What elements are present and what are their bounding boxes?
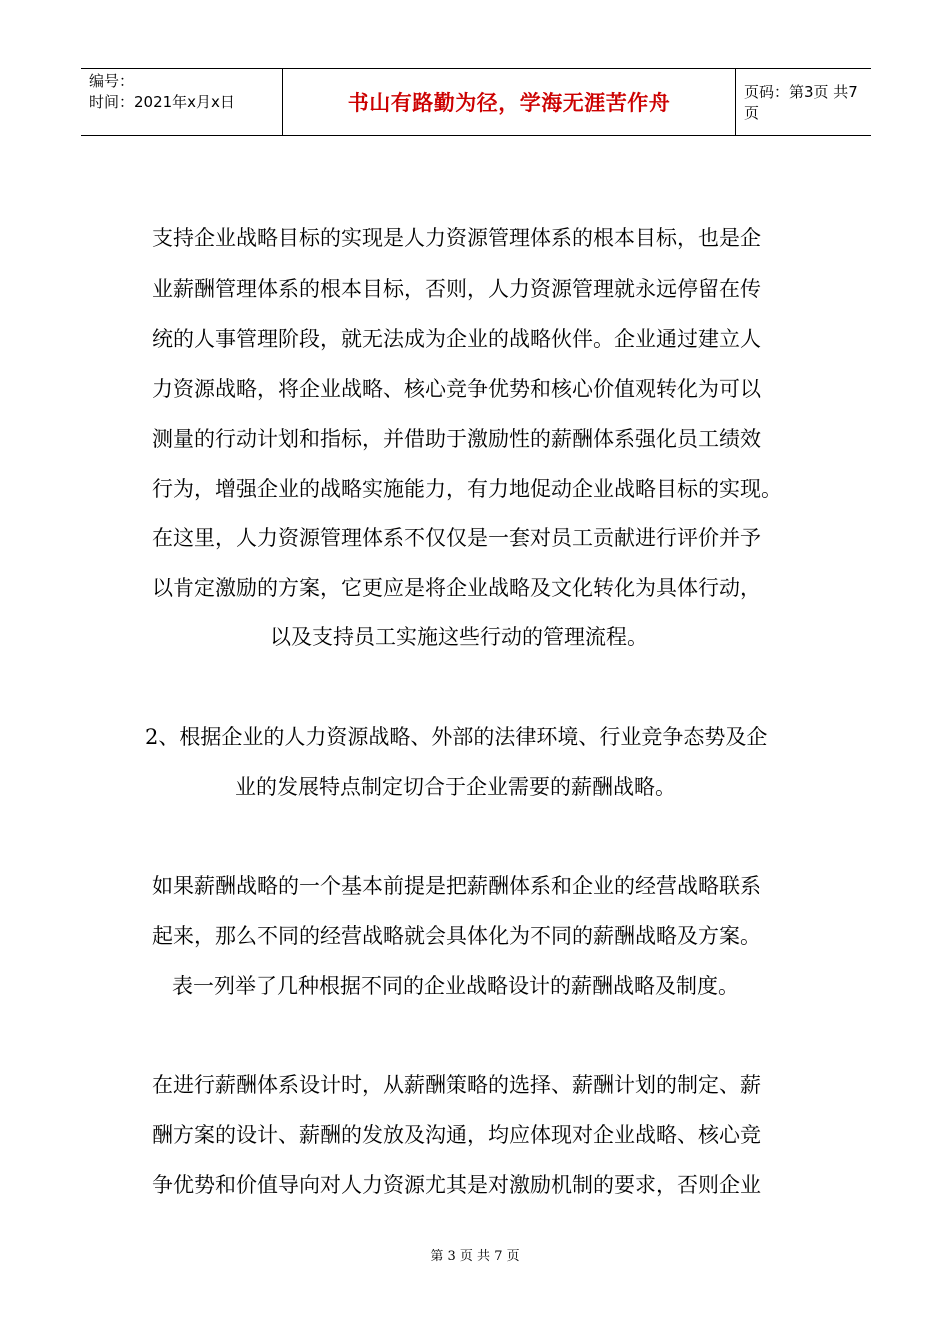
paragraph-line: 业薪酬管理体系的根本目标，否则，人力资源管理就永远停留在传 bbox=[152, 277, 761, 301]
paragraph-line: 行为，增强企业的战略实施能力，有力地促动企业战略目标的实现。 bbox=[152, 477, 782, 501]
header-motto: 书山有路勤为径，学海无涯苦作舟 bbox=[347, 91, 671, 115]
header-page-cell bbox=[736, 69, 871, 135]
document-header-table bbox=[81, 68, 871, 136]
paragraph-line: 支持企业战略目标的实现是人力资源管理体系的根本目标，也是企 bbox=[152, 226, 761, 250]
paragraph-line: 以及支持员工实施这些行动的管理流程。 bbox=[270, 625, 648, 649]
paragraph-line: 测量的行动计划和指标，并借助于激励性的薪酬体系强化员工绩效 bbox=[152, 427, 761, 451]
header-page-label: 页码：第3页 共7页 bbox=[744, 83, 858, 122]
header-meta-cell bbox=[81, 69, 282, 135]
paragraph-line: 以肯定激励的方案，它更应是将企业战略及文化转化为具体行动， bbox=[152, 576, 761, 600]
paragraph-line: 起来，那么不同的经营战略就会具体化为不同的薪酬战略及方案。 bbox=[152, 924, 761, 948]
page-footer bbox=[0, 1245, 950, 1264]
paragraph-line: 力资源战略，将企业战略、核心竞争优势和核心价值观转化为可以 bbox=[152, 377, 761, 401]
footer-page-number: 第 3 页 共 7 页 bbox=[430, 1249, 520, 1264]
paragraph-line: 如果薪酬战略的一个基本前提是把薪酬体系和企业的经营战略联系 bbox=[152, 874, 761, 898]
document-time-label: 时间：2021年x月x日 bbox=[89, 93, 235, 111]
paragraph-line: 争优势和价值导向对人力资源尤其是对激励机制的要求，否则企业 bbox=[152, 1173, 761, 1197]
document-number-label: 编号： bbox=[89, 72, 135, 90]
paragraph-line: 在这里，人力资源管理体系不仅仅是一套对员工贡献进行评价并予 bbox=[152, 526, 761, 550]
paragraph-line: 2、根据企业的人力资源战略、外部的法律环境、行业竞争态势及企 bbox=[145, 725, 768, 749]
header-motto-cell bbox=[282, 69, 736, 135]
paragraph-line: 表一列举了几种根据不同的企业战略设计的薪酬战略及制度。 bbox=[172, 974, 739, 998]
paragraph-line: 酬方案的设计、薪酬的发放及沟通，均应体现对企业战略、核心竞 bbox=[152, 1123, 761, 1147]
paragraph-line: 在进行薪酬体系设计时，从薪酬策略的选择、薪酬计划的制定、薪 bbox=[152, 1073, 761, 1097]
paragraph-line: 业的发展特点制定切合于企业需要的薪酬战略。 bbox=[235, 775, 676, 799]
paragraph-line: 统的人事管理阶段，就无法成为企业的战略伙伴。企业通过建立人 bbox=[152, 327, 761, 351]
